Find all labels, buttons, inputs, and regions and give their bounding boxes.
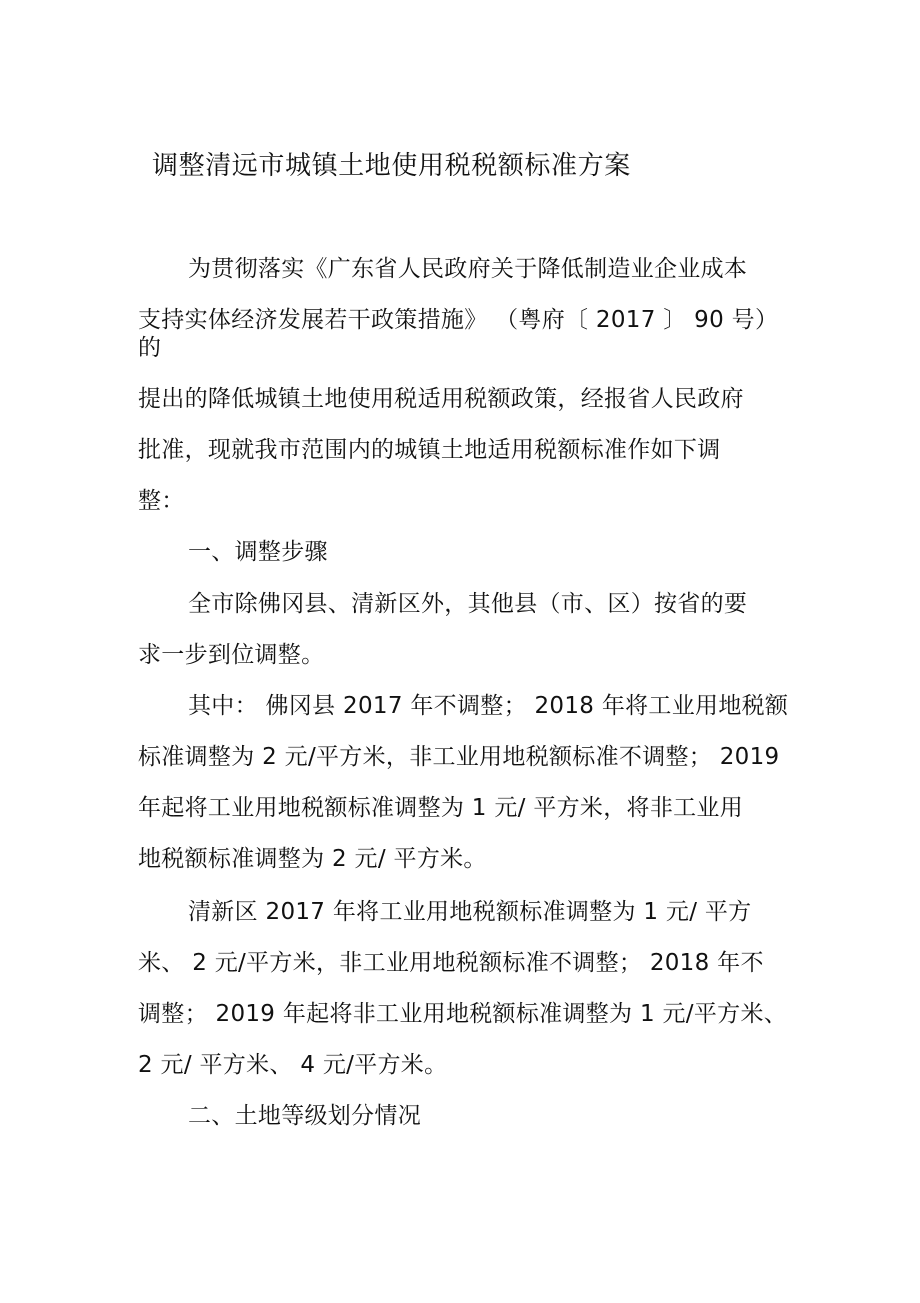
paragraph-line: 标准调整为 2 元/平方米，非工业用地税额标准不调整； 2019 [138,744,780,770]
section-heading: 一、调整步骤 [188,539,328,565]
paragraph-line: 地税额标准调整为 2 元/ 平方米。 [138,846,487,872]
paragraph-line: 整： [138,488,185,514]
paragraph-line: 其中： 佛冈县 2017 年不调整； 2018 年将工业用地税额 [188,693,789,719]
document-title: 调整清远市城镇土地使用税税额标准方案 [152,151,631,181]
paragraph-line: 调整； 2019 年起将非工业用地税额标准调整为 1 元/平方米、 [138,1001,788,1027]
paragraph-line: 米、 2 元/平方米，非工业用地税额标准不调整； 2018 年不 [138,950,764,976]
paragraph-line: 支持实体经济发展若干政策措施》 （粤府〔 2017 〕 90 号） [138,307,779,333]
paragraph-line: 年起将工业用地税额标准调整为 1 元/ 平方米，将非工业用 [138,795,744,821]
paragraph-line: 批准，现就我市范围内的城镇土地适用税额标准作如下调 [138,437,721,463]
paragraph-line: 求一步到位调整。 [138,642,325,668]
paragraph-line: 2 元/ 平方米、 4 元/平方米。 [138,1052,448,1078]
section-heading: 二、土地等级划分情况 [188,1103,421,1129]
paragraph-line: 提出的降低城镇土地使用税适用税额政策，经报省人民政府 [138,386,744,412]
paragraph-line: 为贯彻落实《广东省人民政府关于降低制造业企业成本 [188,256,748,282]
paragraph-line: 的 [138,335,162,361]
paragraph-line: 清新区 2017 年将工业用地税额标准调整为 1 元/ 平方 [188,899,752,925]
paragraph-line: 全市除佛冈县、清新区外，其他县（市、区）按省的要 [188,591,748,617]
